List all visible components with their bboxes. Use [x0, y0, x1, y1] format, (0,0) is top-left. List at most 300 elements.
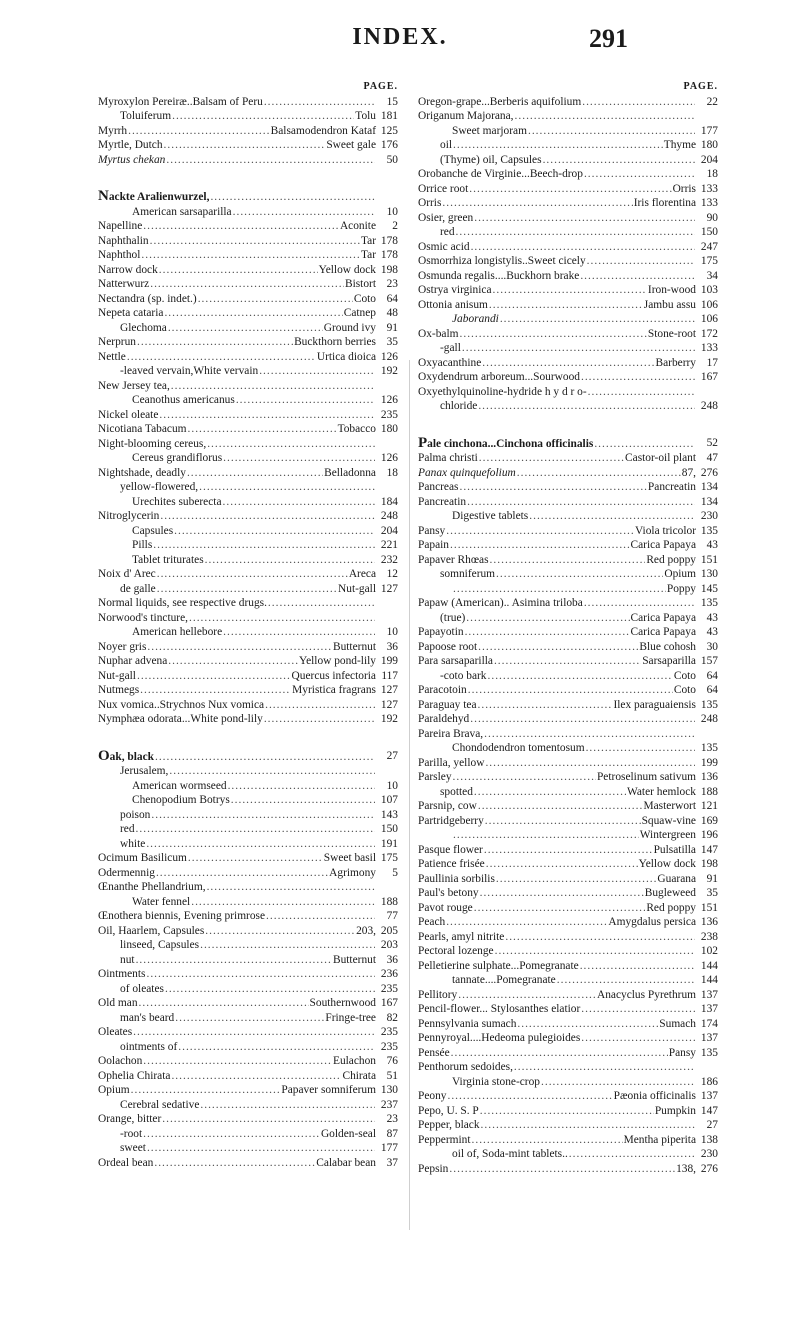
leader-dots [581, 370, 695, 385]
entry-term: Pennyroyal....Hedeoma pulegioides [418, 1032, 581, 1044]
entry-page: 178 [380, 249, 398, 261]
leader-dots [233, 205, 375, 220]
leader-dots [150, 234, 360, 249]
index-entry [98, 1054, 398, 1069]
leader-dots [228, 779, 375, 794]
entry-page: 27 [386, 749, 398, 762]
index-entry [418, 640, 718, 655]
entry-term: Jerusalem, [120, 765, 169, 777]
index-entry [418, 596, 718, 611]
entry-page: 135 [700, 1046, 718, 1059]
entry-page: 232 [380, 553, 398, 566]
leader-dots [495, 944, 695, 959]
index-entry [98, 567, 398, 582]
entry-page [376, 596, 398, 611]
entry-page: 137 [700, 1032, 718, 1044]
section-gap [98, 167, 398, 189]
entry-reference: Iron-wood [647, 284, 696, 296]
entry-reference: Water hemlock [627, 785, 696, 798]
leader-dots [580, 959, 695, 974]
index-entry [418, 625, 718, 640]
leader-dots [210, 189, 375, 205]
entry-page: 126 [380, 452, 398, 464]
entry-term: Toluiferum [120, 110, 172, 122]
entry-term: oil [440, 139, 453, 151]
entry-term: Normal liquids, see respective drugs. [98, 597, 267, 609]
index-entry [418, 254, 718, 269]
entry-reference: Petroselinum sativum [596, 771, 696, 783]
section-gap [418, 414, 718, 436]
entry-term: Ocimum Basilicum [98, 852, 187, 864]
entry-term: tannate....Pomegranate [452, 974, 556, 986]
entry-term: Paul's betony [418, 887, 479, 899]
leader-dots [160, 509, 375, 524]
index-entry [418, 327, 718, 342]
entry-term: ointments of [120, 1040, 178, 1053]
entry-term: Paracotoin [418, 684, 467, 696]
index-entry [418, 712, 718, 727]
entry-term: Osmic acid [418, 240, 470, 253]
index-entry [98, 138, 398, 153]
entry-reference: Pulsatilla [653, 843, 696, 856]
index-entry [418, 399, 718, 414]
index-entry [418, 298, 718, 313]
index-entry [98, 654, 398, 669]
leader-dots [200, 938, 375, 953]
index-entry [418, 785, 718, 800]
leader-dots [451, 1046, 668, 1061]
index-entry [418, 814, 718, 829]
entry-term: Nettle [98, 350, 126, 363]
leader-dots [259, 364, 375, 379]
index-entry [98, 1112, 398, 1127]
entry-term: Pavot rouge [418, 901, 473, 914]
entry-reference: Iris florentina [633, 197, 696, 209]
entry-term: Pelletierine sulphate...Pomegranate [418, 959, 579, 972]
leader-dots [264, 712, 375, 727]
entry-page: 87 [386, 1127, 398, 1140]
entry-reference: Butternut [332, 640, 376, 653]
leader-dots [557, 973, 695, 988]
leader-dots [157, 582, 337, 597]
index-entry [418, 669, 718, 684]
entry-term: Norwood's tincture, [98, 611, 188, 624]
entry-page: 134 [700, 481, 718, 493]
index-entry [418, 741, 718, 756]
leader-dots [207, 437, 375, 452]
entry-page: 107 [380, 794, 398, 806]
leader-dots [188, 422, 337, 437]
leader-dots [478, 698, 613, 713]
index-entry [98, 234, 398, 249]
entry-reference: Balsamodendron Kataf [270, 124, 376, 137]
leader-dots [471, 240, 695, 255]
entry-page [376, 480, 398, 495]
entry-page: 117 [381, 669, 398, 682]
leader-dots [581, 1002, 695, 1017]
entry-term: Pale cinchona...Cinchona officinalis [418, 435, 594, 451]
entry-page: 178 [380, 234, 398, 247]
entry-reference: 138, [676, 1162, 696, 1175]
entry-page: 147 [700, 843, 718, 856]
entry-term: sweet [120, 1142, 146, 1154]
entry-term: Myrrh [98, 124, 128, 137]
leader-dots [453, 770, 596, 785]
entry-page: 43 [706, 539, 718, 551]
entry-page: 276 [700, 466, 718, 479]
index-entry [98, 1098, 398, 1113]
entry-page: 235 [380, 408, 398, 421]
index-entry [418, 582, 718, 597]
entry-term: Pearls, amyl nitrite [418, 930, 505, 943]
index-entry [98, 205, 398, 220]
entry-page: 30 [706, 640, 718, 653]
entry-term: Narrow dock [98, 263, 158, 276]
leader-dots [265, 698, 375, 713]
entry-reference: Yellow dock [318, 263, 376, 276]
entry-page: 192 [380, 713, 398, 725]
entry-term: Napelline [98, 220, 143, 232]
leader-dots [517, 466, 681, 481]
entry-page: 10 [386, 626, 398, 638]
index-entry [418, 857, 718, 872]
leader-dots [496, 872, 657, 887]
entry-term: Parsnip, cow [418, 800, 477, 812]
index-entry [418, 153, 718, 168]
index-entry [418, 356, 718, 371]
entry-page: 5 [392, 866, 398, 879]
index-entry [98, 306, 398, 321]
entry-term: Pepsin [418, 1162, 449, 1175]
entry-page: 188 [700, 785, 718, 798]
index-entry [98, 808, 398, 823]
entry-page: 235 [380, 1026, 398, 1038]
leader-dots [465, 625, 630, 640]
page-header [0, 24, 800, 64]
leader-dots [484, 843, 653, 858]
leader-dots [159, 263, 318, 278]
index-entry [98, 1156, 398, 1171]
leader-dots [594, 436, 695, 452]
entry-page: 145 [700, 582, 718, 595]
entry-page: 136 [700, 916, 718, 928]
index-entry [98, 764, 398, 779]
entry-reference: Yellow dock [638, 858, 696, 870]
index-entry [98, 393, 398, 408]
entry-term: Palma christi [418, 452, 478, 464]
leader-dots [147, 1141, 375, 1156]
leader-dots [151, 808, 375, 823]
leader-dots [584, 596, 695, 611]
entry-term: Oleates [98, 1026, 133, 1038]
leader-dots [581, 1031, 695, 1046]
entry-page: 192 [380, 365, 398, 377]
leader-dots [479, 451, 624, 466]
leader-dots [453, 582, 666, 597]
leader-dots [586, 741, 695, 756]
entry-term: Para sarsaparilla [418, 655, 493, 667]
entry-page: 144 [700, 959, 718, 972]
leader-dots [200, 1098, 375, 1113]
entry-page: 144 [700, 974, 718, 986]
index-entry [98, 953, 398, 968]
leader-dots [150, 277, 344, 292]
leader-dots [165, 982, 375, 997]
leader-dots [137, 669, 291, 684]
leader-dots [159, 408, 375, 423]
index-entry [98, 124, 398, 139]
entry-reference: Yellow pond-lily [298, 655, 376, 667]
entry-term: Peach [418, 916, 446, 928]
leader-dots [528, 124, 695, 139]
entry-page: 27 [706, 1119, 718, 1131]
entry-page: 35 [706, 887, 718, 899]
entry-page: 235 [380, 982, 398, 995]
leader-dots [153, 538, 375, 553]
entry-reference: Coto [673, 684, 696, 696]
entry-page: 157 [700, 655, 718, 667]
leader-dots [466, 611, 629, 626]
entry-reference: Carica Papaya [630, 539, 696, 551]
entry-term: Ceanothus americanus [132, 394, 235, 406]
entry-reference: Carica Papaya [630, 611, 696, 624]
index-entry [418, 436, 718, 452]
leader-dots [500, 312, 695, 327]
index-entry [98, 524, 398, 539]
entry-term: -root [120, 1127, 143, 1140]
entry-reference: Butternut [332, 953, 376, 966]
entry-term: Origanum Majorana, [418, 110, 514, 122]
entry-reference: Calabar bean [316, 1156, 376, 1169]
leader-dots [456, 225, 695, 240]
entry-term: Tablet triturates [132, 553, 204, 566]
entry-page: 127 [380, 684, 398, 696]
entry-page: 230 [700, 1148, 718, 1160]
index-entry [98, 451, 398, 466]
index-entry [98, 153, 398, 168]
leader-dots [517, 1017, 658, 1032]
entry-term: -gall [440, 342, 461, 354]
entry-reference: Sweet basil [323, 852, 376, 864]
index-entry [418, 756, 718, 771]
entry-page: 36 [386, 953, 398, 966]
index-entry [98, 1025, 398, 1040]
index-entry [98, 596, 398, 611]
entry-reference: Wintergreen [639, 829, 696, 841]
entry-term: Chondodendron tomentosum [452, 742, 585, 754]
entry-page: 52 [706, 436, 718, 449]
leader-dots [141, 248, 360, 263]
index-entry [418, 973, 718, 988]
entry-term: Urechites suberecta [132, 495, 222, 508]
index-entry [418, 370, 718, 385]
entry-term: Papayotin [418, 626, 464, 638]
entry-term: Papaver Rhœas [418, 553, 489, 566]
entry-term: Pansy [418, 524, 446, 537]
index-entry [98, 109, 398, 124]
entry-page: 137 [700, 988, 718, 1001]
entry-page: 248 [700, 713, 718, 725]
entry-page [696, 109, 718, 124]
index-entry [418, 451, 718, 466]
column-divider [409, 360, 410, 1230]
entry-term: -coto bark [440, 669, 487, 682]
index-entry [418, 1017, 718, 1032]
leader-dots [198, 292, 353, 307]
entry-reference: Pancreatin [647, 481, 696, 493]
entry-page: 23 [386, 1113, 398, 1125]
leader-dots [541, 1075, 695, 1090]
entry-term: American hellebore [132, 626, 223, 638]
leader-dots [478, 799, 643, 814]
index-entry [98, 379, 398, 394]
entry-term: Pancreas [418, 481, 459, 493]
entry-page [696, 385, 718, 400]
entry-page: 135 [700, 742, 718, 754]
index-entry [418, 944, 718, 959]
entry-page [376, 189, 398, 205]
index-entry [418, 269, 718, 284]
entry-term: Œnanthe Phellandrium, [98, 881, 206, 893]
entry-page: 204 [700, 153, 718, 166]
entry-term: Jaborandi [452, 313, 499, 325]
entry-reference: Pansy [668, 1046, 696, 1059]
entry-page: 17 [706, 356, 718, 369]
entry-page [376, 880, 398, 895]
entry-page: 191 [380, 837, 398, 850]
index-entry [418, 124, 718, 139]
leader-dots [496, 567, 663, 582]
entry-term: Opium [98, 1084, 130, 1096]
index-entry [98, 924, 398, 939]
index-entry [418, 567, 718, 582]
leader-dots [486, 857, 638, 872]
entry-term: Pancreatin [418, 495, 467, 508]
entry-page: 176 [380, 139, 398, 151]
entry-term: Night-blooming cereus, [98, 437, 207, 450]
entry-page: 127 [380, 698, 398, 711]
entry-reference: 87, [681, 466, 696, 479]
entry-page: 177 [380, 1142, 398, 1154]
leader-dots [485, 814, 641, 829]
index-entry [98, 538, 398, 553]
entry-page: 237 [380, 1098, 398, 1111]
index-entry [418, 182, 718, 197]
index-entry [98, 749, 398, 765]
entry-term: -leaved vervain,White vervain [120, 365, 259, 377]
entry-term: Pepper, black [418, 1119, 480, 1131]
index-entry [418, 385, 718, 400]
leader-dots [446, 524, 634, 539]
leader-dots [505, 930, 695, 945]
entry-term: Peony [418, 1090, 447, 1102]
index-entry [418, 283, 718, 298]
entry-page: 150 [380, 823, 398, 835]
entry-page: 126 [380, 350, 398, 363]
index-entry [418, 538, 718, 553]
entry-term: (true) [440, 611, 466, 624]
leader-dots [140, 683, 291, 698]
entry-page: 51 [386, 1069, 398, 1082]
entry-term: Nut-gall [98, 669, 136, 682]
entry-term: Nightshade, deadly [98, 466, 186, 479]
entry-page: 172 [700, 327, 718, 340]
entry-term: Papoose root [418, 640, 478, 653]
entry-reference: Viola tricolor [635, 524, 696, 537]
entry-page: 37 [386, 1156, 398, 1169]
entry-reference: Red poppy [646, 901, 696, 914]
index-entry [98, 422, 398, 437]
leader-dots [264, 95, 375, 110]
entry-page: 102 [700, 945, 718, 957]
entry-page: 230 [700, 510, 718, 522]
entry-page: 186 [700, 1075, 718, 1088]
entry-page: 133 [700, 182, 718, 195]
entry-page: 34 [706, 269, 718, 282]
leader-dots [154, 1156, 315, 1171]
entry-term: Pepo, U. S. P [418, 1104, 479, 1117]
leader-dots [480, 1104, 654, 1119]
entry-reference: Bistort [344, 278, 376, 290]
entry-page: 106 [700, 313, 718, 325]
index-entry [418, 95, 718, 110]
entry-term: man's beard [120, 1011, 175, 1024]
entry-page: 43 [706, 611, 718, 624]
leader-dots [580, 269, 695, 284]
leader-dots [156, 866, 328, 881]
entry-term: Virginia stone-crop [452, 1075, 540, 1088]
entry-page: 133 [700, 197, 718, 209]
leader-dots [489, 298, 643, 313]
entry-term: Ordeal bean [98, 1156, 154, 1169]
entry-page: 64 [706, 684, 718, 696]
entry-page: 134 [700, 495, 718, 508]
entry-reference: Tar [360, 234, 376, 247]
entry-term: Orange, bitter [98, 1113, 162, 1125]
entry-term: white [120, 837, 146, 850]
entry-reference: Coto [353, 292, 376, 305]
index-entry [418, 1046, 718, 1061]
index-entry [98, 1011, 398, 1026]
index-entry [418, 799, 718, 814]
entry-term: Pensée [418, 1046, 450, 1059]
entry-page: 121 [700, 800, 718, 812]
entry-reference: Areca [348, 568, 376, 580]
entry-term: red [120, 823, 135, 835]
entry-page: 143 [380, 808, 398, 821]
leader-dots [478, 399, 695, 414]
index-entry [418, 1104, 718, 1119]
entry-page: 77 [386, 910, 398, 922]
index-column-left [98, 80, 398, 1170]
leader-dots [480, 886, 644, 901]
entry-term: Chenopodium Botrys [132, 794, 230, 806]
entry-page: 147 [700, 1104, 718, 1117]
entry-page: 10 [386, 205, 398, 218]
leader-dots [478, 640, 638, 655]
index-entry [98, 480, 398, 495]
entry-reference: Nut-gall [338, 582, 376, 595]
entry-term: Pencil-flower... Stylosanthes elatior [418, 1003, 581, 1015]
column-page-label: PAGE. [363, 81, 398, 92]
entry-page: 203 [380, 939, 398, 951]
entry-page: 138 [700, 1133, 718, 1146]
entry-term: nut [120, 953, 135, 966]
leader-dots [164, 138, 326, 153]
entry-page: 184 [380, 495, 398, 508]
entry-reference: Blue cohosh [639, 640, 696, 653]
leader-dots [470, 712, 695, 727]
